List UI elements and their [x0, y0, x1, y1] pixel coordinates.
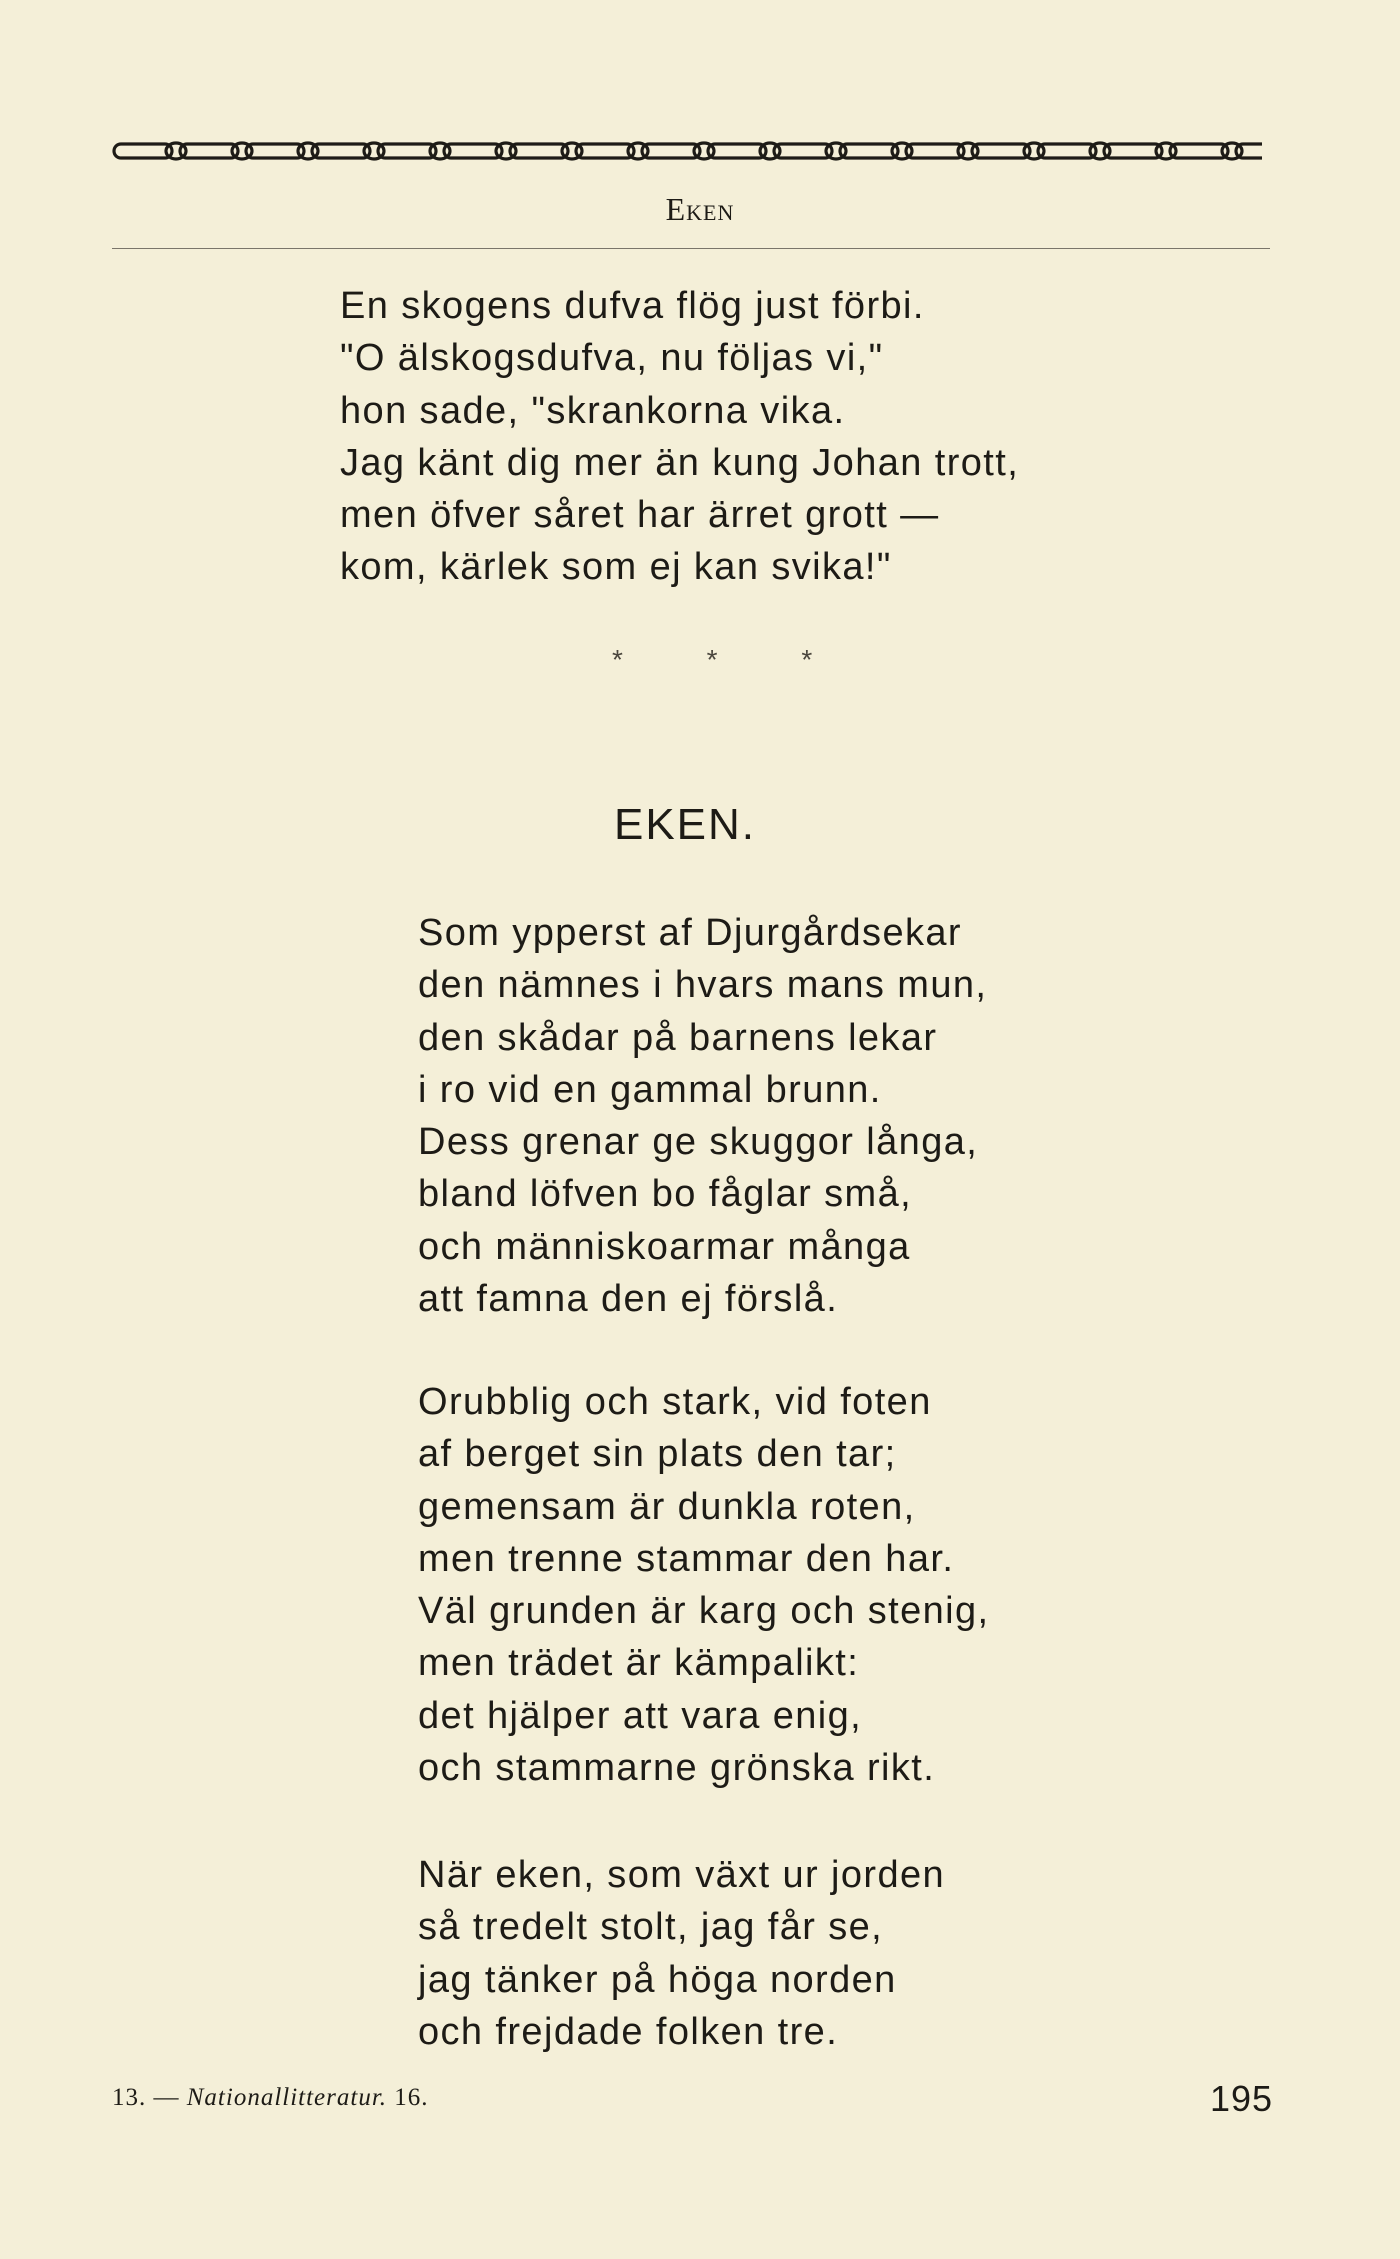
chain-link	[1236, 144, 1262, 158]
chain-link	[1038, 144, 1096, 158]
poem-line: att famna den ej förslå.	[418, 1278, 839, 1321]
chain-link	[642, 144, 700, 158]
poem-line: men trädet är kämpalikt:	[418, 1642, 860, 1685]
poem-line: Orubblig och stark, vid foten	[418, 1381, 932, 1423]
poem-line: gemensam är dunkla roten,	[418, 1485, 916, 1528]
chain-link	[576, 144, 634, 158]
chain-link	[1104, 144, 1162, 158]
stanza-2	[418, 1376, 990, 1794]
poem-line: En skogens dufva flög just förbi.	[340, 285, 925, 327]
poem-line: "O älskogsdufva, nu följas vi,"	[340, 337, 884, 380]
poem-title: EKEN.	[613, 800, 757, 849]
chain-link	[906, 144, 964, 158]
poem-line: den skådar på barnens lekar	[418, 1016, 938, 1059]
poem-line: och människoarmar många	[418, 1225, 911, 1268]
chain-link	[246, 144, 304, 158]
poem-line: jag tänker på höga norden	[418, 1958, 897, 2001]
running-title: Eken	[665, 191, 735, 227]
page-number: 195	[1210, 2078, 1274, 2119]
chain-link	[774, 144, 832, 158]
poem-line: Dess grenar ge skuggor långa,	[418, 1121, 979, 1164]
chain-link	[180, 144, 238, 158]
signature-suffix: 16.	[394, 2084, 429, 2111]
signature-title: Nationallitteratur.	[186, 2084, 388, 2111]
poem-line: så tredelt stolt, jag får se,	[418, 1906, 884, 1949]
poem-line: men trenne stammar den har.	[418, 1537, 955, 1580]
stanza-3	[418, 1849, 945, 2058]
header-rule	[112, 248, 1270, 249]
poem-line: bland löfven bo fåglar små,	[418, 1173, 913, 1216]
poem-line: Jag känt dig mer än kung Johan trott,	[340, 441, 1020, 484]
chain-link	[378, 144, 436, 158]
signature-prefix: 13. —	[112, 2084, 180, 2111]
chain-link	[510, 144, 568, 158]
chain-link	[444, 144, 502, 158]
stanza-1	[418, 907, 987, 1325]
chain-link	[1170, 144, 1228, 158]
chain-link	[972, 144, 1030, 158]
signature-mark	[112, 2084, 429, 2112]
chain-ornament	[112, 138, 1262, 166]
chain-link	[708, 144, 766, 158]
poem-line: Som ypperst af Djurgårdsekar	[418, 912, 962, 954]
poem-line: När eken, som växt ur jorden	[418, 1854, 946, 1896]
poem-line: kom, kärlek som ej kan svika!"	[340, 546, 892, 589]
poem-line: och stammarne grönska rikt.	[418, 1747, 936, 1790]
poem-line: i ro vid en gammal brunn.	[418, 1068, 882, 1111]
chain-link	[840, 144, 898, 158]
poem-line: och frejdade folken tre.	[418, 2010, 839, 2053]
poem-line: det hjälper att vara enig,	[418, 1694, 863, 1737]
poem-line: Väl grunden är karg och stenig,	[418, 1590, 990, 1633]
poem-line: den nämnes i hvars mans mun,	[418, 964, 988, 1007]
chain-link	[114, 144, 172, 158]
asterism-separator: * * *	[612, 644, 851, 675]
chain-link	[312, 144, 370, 158]
poem-line: af berget sin plats den tar;	[418, 1433, 897, 1476]
intro-stanza	[340, 280, 1019, 594]
poem-line: hon sade, "skrankorna vika.	[340, 389, 846, 432]
poem-line: men öfver såret har ärret grott —	[340, 494, 940, 537]
